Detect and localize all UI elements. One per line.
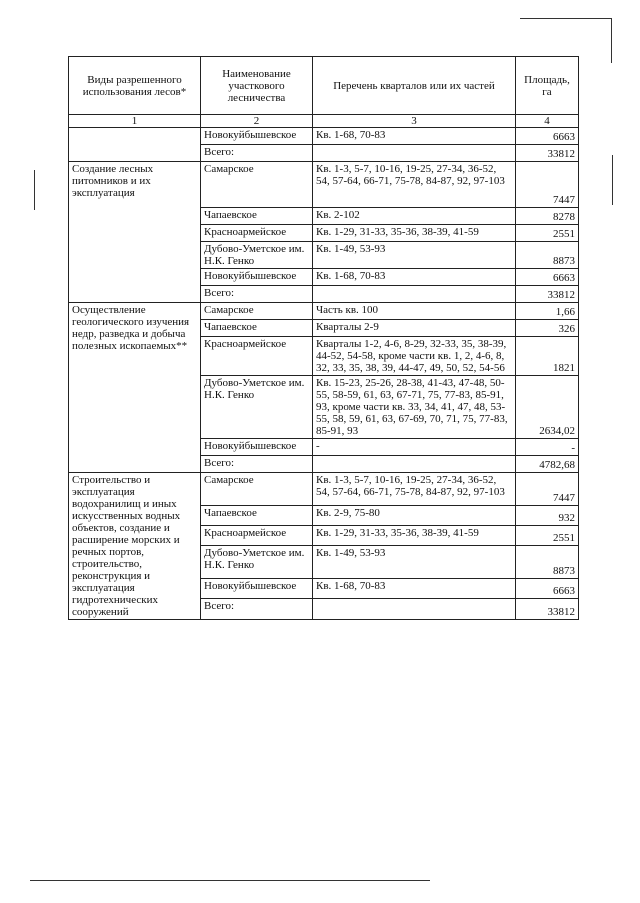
quarters-cell: Кв. 1-3, 5-7, 10-16, 19-25, 27-34, 36-52, 54, 57-64, 66-71, 75-78, 84-87, 92, 97-103 bbox=[313, 162, 516, 208]
area-cell: - bbox=[516, 439, 579, 456]
forestry-name-cell: Дубово-Уметское им. Н.К. Генко bbox=[201, 546, 313, 579]
area-cell: 932 bbox=[516, 505, 579, 525]
area-cell: 1821 bbox=[516, 337, 579, 376]
forestry-name-cell: Красноармейское bbox=[201, 225, 313, 242]
forestry-name-cell: Всего: bbox=[201, 286, 313, 303]
quarters-cell: Кв. 1-29, 31-33, 35-36, 38-39, 41-59 bbox=[313, 526, 516, 546]
table-row bbox=[69, 473, 579, 506]
quarters-cell: Кварталы 2-9 bbox=[313, 320, 516, 337]
area-cell: 33812 bbox=[516, 599, 579, 620]
quarters-cell: - bbox=[313, 439, 516, 456]
area-cell: 8873 bbox=[516, 546, 579, 579]
forestry-name-cell: Дубово-Уметское им. Н.К. Генко bbox=[201, 242, 313, 269]
scan-edge-mark-bottom bbox=[30, 880, 430, 881]
area-cell: 8873 bbox=[516, 242, 579, 269]
area-cell: 1,66 bbox=[516, 303, 579, 320]
column-number: 1 bbox=[69, 115, 201, 128]
quarters-cell bbox=[313, 599, 516, 620]
header-quarters-list: Перечень кварталов или их частей bbox=[313, 57, 516, 115]
column-number: 3 bbox=[313, 115, 516, 128]
quarters-cell bbox=[313, 286, 516, 303]
table-body bbox=[69, 128, 579, 620]
forest-usage-table bbox=[68, 56, 579, 620]
scan-edge-mark-left bbox=[34, 170, 35, 210]
column-number-row bbox=[69, 115, 579, 128]
forestry-name-cell: Новокуйбышевское bbox=[201, 579, 313, 599]
area-cell: 6663 bbox=[516, 128, 579, 145]
usage-type-cell: Строительство и эксплуатация водохранилищ и иных искусственных водных объектов, создание и расширение морских и речных портов, строительство, реконструкция и эксплуатация гидротехнических сооружений bbox=[69, 473, 201, 620]
forestry-name-cell: Чапаевское bbox=[201, 320, 313, 337]
area-cell: 4782,68 bbox=[516, 456, 579, 473]
area-cell: 33812 bbox=[516, 145, 579, 162]
scan-edge-mark-right bbox=[611, 18, 612, 63]
quarters-cell: Кв. 1-49, 53-93 bbox=[313, 242, 516, 269]
quarters-cell: Часть кв. 100 bbox=[313, 303, 516, 320]
forestry-name-cell: Новокуйбышевское bbox=[201, 439, 313, 456]
forestry-name-cell: Новокуйбышевское bbox=[201, 269, 313, 286]
quarters-cell bbox=[313, 145, 516, 162]
scan-edge-mark-top bbox=[520, 18, 612, 19]
forestry-name-cell: Всего: bbox=[201, 599, 313, 620]
forestry-name-cell: Дубово-Уметское им. Н.К. Генко bbox=[201, 376, 313, 439]
area-cell: 326 bbox=[516, 320, 579, 337]
column-number: 2 bbox=[201, 115, 313, 128]
usage-type-cell: Осуществление геологического изучения недр, разведка и добыча полезных ископаемых** bbox=[69, 303, 201, 473]
header-area: Площадь, га bbox=[516, 57, 579, 115]
quarters-cell: Кв. 1-49, 53-93 bbox=[313, 546, 516, 579]
quarters-cell: Кв. 2-9, 75-80 bbox=[313, 505, 516, 525]
area-cell: 7447 bbox=[516, 162, 579, 208]
area-cell: 2634,02 bbox=[516, 376, 579, 439]
area-cell: 6663 bbox=[516, 269, 579, 286]
forestry-name-cell: Самарское bbox=[201, 162, 313, 208]
quarters-cell: Кв. 1-68, 70-83 bbox=[313, 269, 516, 286]
quarters-cell: Кв. 2-102 bbox=[313, 208, 516, 225]
quarters-cell: Кварталы 1-2, 4-6, 8-29, 32-33, 35, 38-39, 44-52, 54-58, кроме части кв. 1, 2, 4-6, 8, 32, 33, 35, 38, 39, 44-47, 49, 50, 52, 54-56 bbox=[313, 337, 516, 376]
table-row bbox=[69, 128, 579, 145]
usage-type-cell: Создание лесных питомников и их эксплуатация bbox=[69, 162, 201, 303]
forestry-name-cell: Самарское bbox=[201, 303, 313, 320]
forestry-name-cell: Всего: bbox=[201, 145, 313, 162]
header-forestry-name: Наименование участкового лесничества bbox=[201, 57, 313, 115]
table-row bbox=[69, 303, 579, 320]
forestry-name-cell: Чапаевское bbox=[201, 208, 313, 225]
forestry-name-cell: Самарское bbox=[201, 473, 313, 506]
forestry-name-cell: Красноармейское bbox=[201, 526, 313, 546]
area-cell: 8278 bbox=[516, 208, 579, 225]
column-number: 4 bbox=[516, 115, 579, 128]
quarters-cell bbox=[313, 456, 516, 473]
forestry-name-cell: Красноармейское bbox=[201, 337, 313, 376]
forestry-name-cell: Чапаевское bbox=[201, 505, 313, 525]
usage-type-cell bbox=[69, 128, 201, 162]
quarters-cell: Кв. 1-68, 70-83 bbox=[313, 579, 516, 599]
forestry-name-cell: Всего: bbox=[201, 456, 313, 473]
area-cell: 33812 bbox=[516, 286, 579, 303]
area-cell: 6663 bbox=[516, 579, 579, 599]
table-row bbox=[69, 162, 579, 208]
quarters-cell: Кв. 15-23, 25-26, 28-38, 41-43, 47-48, 50-55, 58-59, 61, 63, 67-71, 75, 77-83, 85-91, 93, кроме части кв. 33, 34, 41, 47, 48, 53-55, 58, 59, 61, 63, 67-69, 70, 71, 75, 77-83, 85-91, 93 bbox=[313, 376, 516, 439]
table-header-row bbox=[69, 57, 579, 115]
scan-edge-mark-right-lower bbox=[612, 155, 613, 205]
header-usage-type: Виды разрешенного использования лесов* bbox=[69, 57, 201, 115]
area-cell: 7447 bbox=[516, 473, 579, 506]
quarters-cell: Кв. 1-68, 70-83 bbox=[313, 128, 516, 145]
quarters-cell: Кв. 1-3, 5-7, 10-16, 19-25, 27-34, 36-52, 54, 57-64, 66-71, 75-78, 84-87, 92, 97-103 bbox=[313, 473, 516, 506]
area-cell: 2551 bbox=[516, 225, 579, 242]
forestry-name-cell: Новокуйбышевское bbox=[201, 128, 313, 145]
area-cell: 2551 bbox=[516, 526, 579, 546]
quarters-cell: Кв. 1-29, 31-33, 35-36, 38-39, 41-59 bbox=[313, 225, 516, 242]
